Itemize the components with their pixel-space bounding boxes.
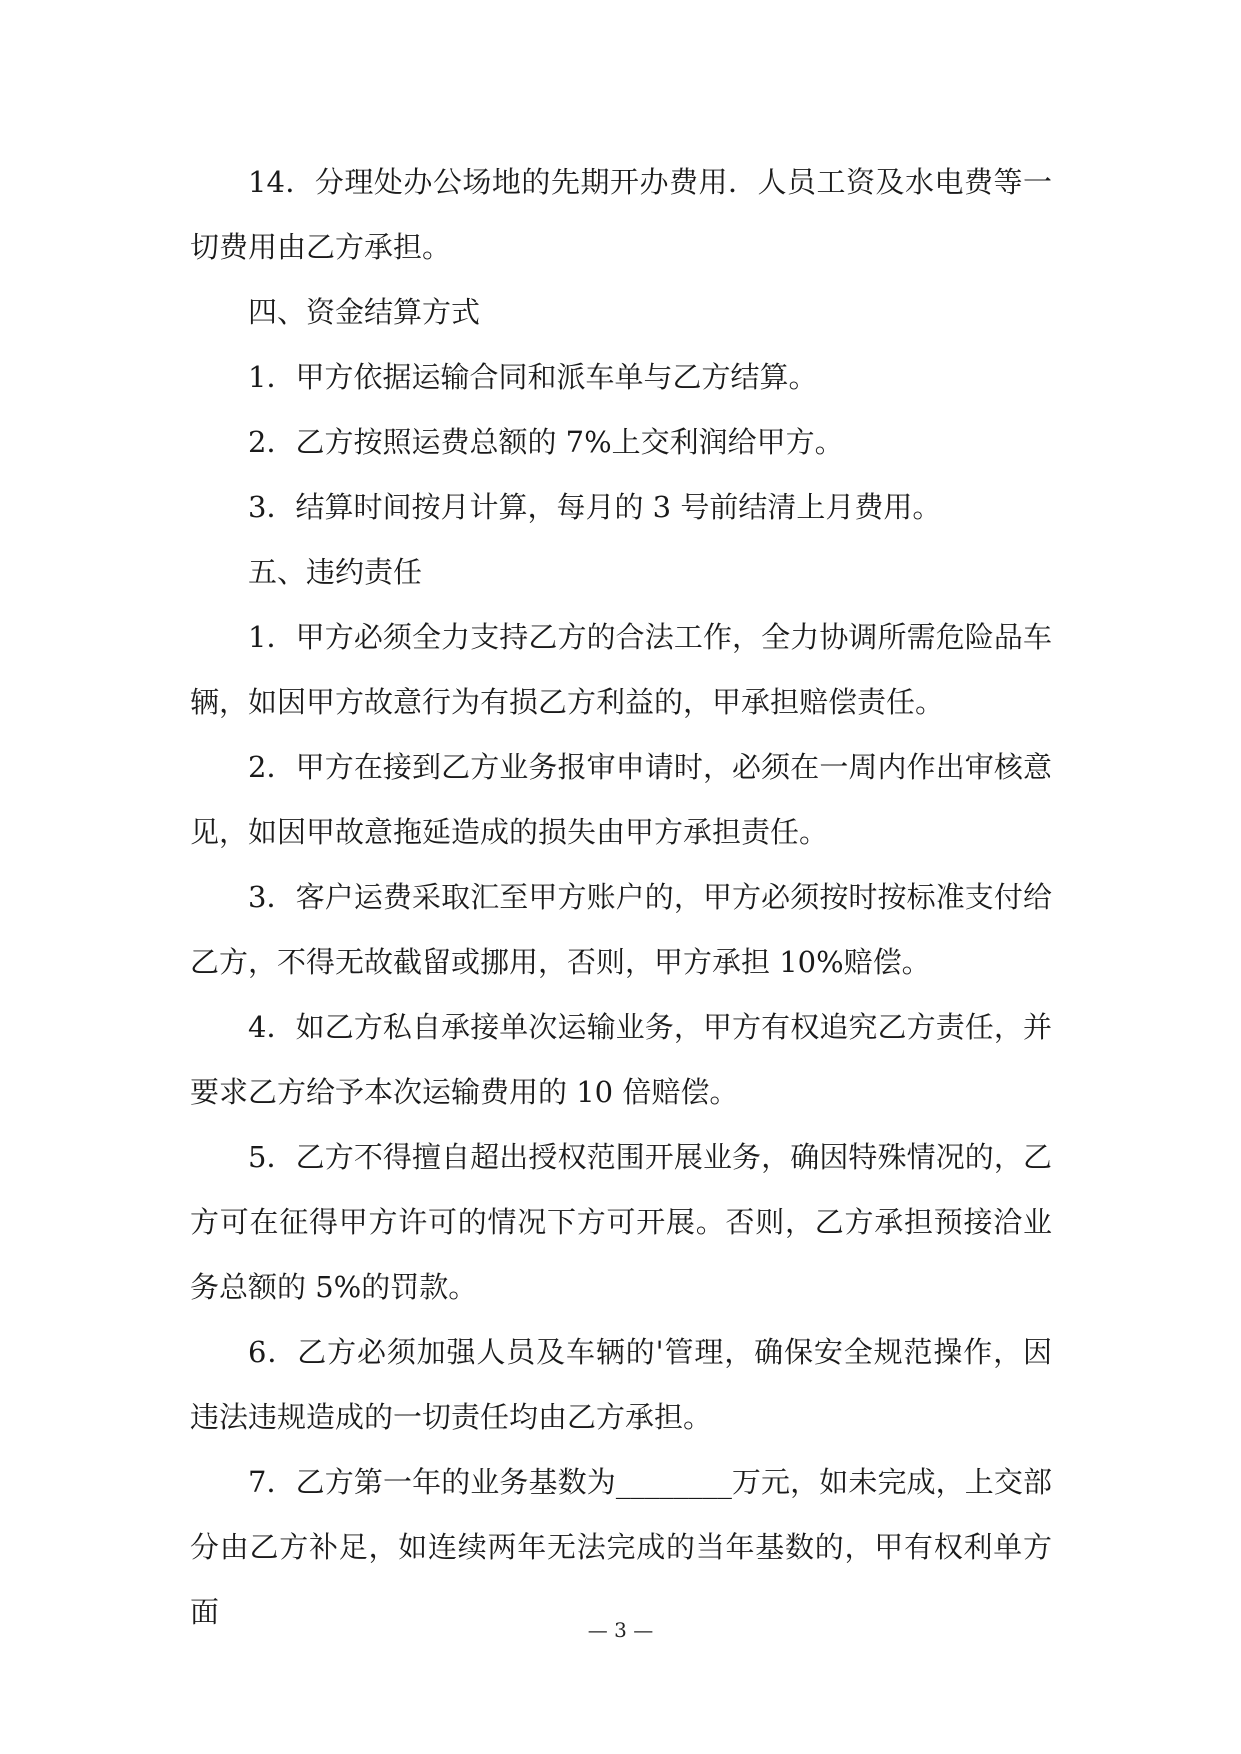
section-heading-settlement: 四、资金结算方式 [248, 295, 481, 329]
paragraph-settlement-1: 1．甲方依据运输合同和派车单与乙方结算。 [248, 360, 818, 394]
paragraph-liability-6: 6．乙方必须加强人员及车辆的'管理，确保安全规范操作，因违法违规造成的一切责任均由乙方承担。 [190, 1335, 1052, 1434]
page-number: — 3 — [587, 1618, 654, 1642]
paragraph-liability-7: 7．乙方第一年的业务基数为________万元，如未完成，上交部分由乙方补足，如连续两年无法完成的当年基数的，甲有权利单方面 [190, 1465, 1052, 1629]
document-body [190, 150, 1052, 1645]
paragraph-settlement-2: 2．乙方按照运费总额的 7%上交利润给甲方。 [248, 425, 844, 459]
paragraph-liability-3: 3．客户运费采取汇至甲方账户的，甲方必须按时按标准支付给乙方，不得无故截留或挪用，否则，甲方承担 10%赔偿。 [190, 880, 1052, 979]
paragraph-liability-5: 5．乙方不得擅自超出授权范围开展业务，确因特殊情况的，乙方可在征得甲方许可的情况下方可开展。否则，乙方承担预接洽业务总额的 5%的罚款。 [190, 1140, 1052, 1304]
paragraph-settlement-3: 3．结算时间按月计算，每月的 3 号前结清上月费用。 [248, 490, 942, 524]
paragraph-item-14: 14．分理处办公场地的先期开办费用．人员工资及水电费等一切费用由乙方承担。 [190, 165, 1052, 264]
paragraph-liability-2: 2．甲方在接到乙方业务报审申请时，必须在一周内作出审核意见，如因甲故意拖延造成的损失由甲方承担责任。 [190, 750, 1052, 849]
paragraph-liability-4: 4．如乙方私自承接单次运输业务，甲方有权追究乙方责任，并要求乙方给予本次运输费用的 10 倍赔偿。 [190, 1010, 1052, 1109]
paragraph-liability-1: 1．甲方必须全力支持乙方的合法工作，全力协调所需危险品车辆，如因甲方故意行为有损乙方利益的，甲承担赔偿责任。 [190, 620, 1052, 719]
section-heading-liability: 五、违约责任 [248, 555, 423, 589]
